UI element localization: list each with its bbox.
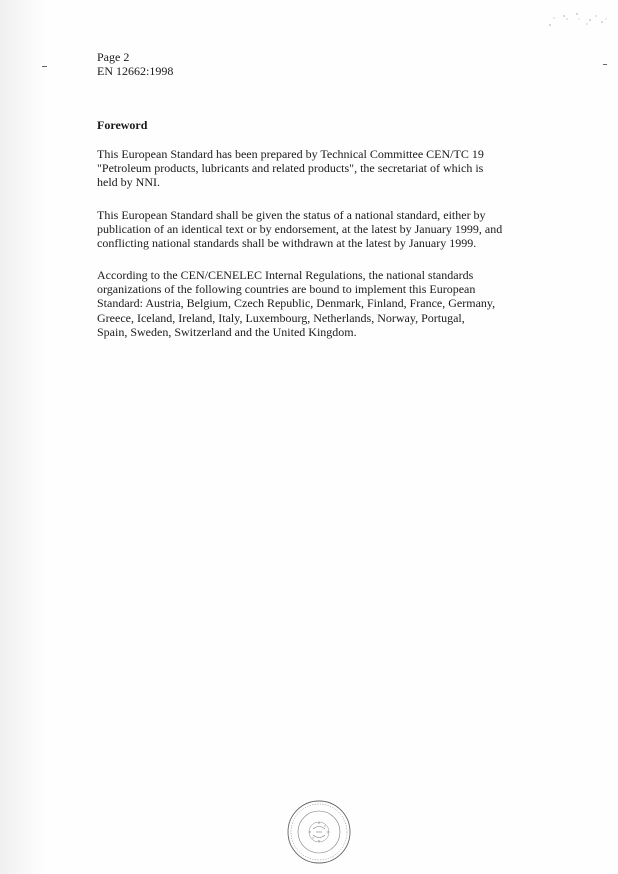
page-header	[97, 50, 173, 78]
text-line: Spain, Sweden, Switzerland and the United Kingdom.	[97, 324, 357, 339]
text-line: This European Standard shall be given the status of a national standard, either by	[97, 208, 486, 222]
foreword-paragraph-2	[97, 208, 547, 251]
text-line: According to the CEN/CENELEC Internal Regulations, the national standards	[97, 268, 474, 282]
text-line: "Petroleum products, lubricants and related products", the secretariat of which is	[97, 161, 484, 176]
text-line: This European Standard has been prepared by Technical Committee CEN/TC 19	[97, 147, 484, 161]
foreword-paragraph-1	[97, 147, 547, 190]
margin-mark	[603, 64, 607, 65]
official-seal-icon	[286, 799, 352, 865]
text-line: conflicting national standards shall be withdrawn at the latest by January 1999.	[97, 236, 477, 251]
text-line: held by NNI.	[97, 175, 160, 190]
text-line: publication of an identical text or by endorsement, at the latest by January 1999, and	[97, 222, 503, 237]
text-line: organizations of the following countries are bound to implement this European	[97, 282, 476, 297]
foreword-paragraph-3	[97, 268, 547, 339]
scan-edge-shadow	[0, 0, 46, 874]
section-heading: Foreword	[97, 118, 148, 132]
page-number: Page 2	[97, 50, 130, 64]
scan-specks	[546, 10, 616, 30]
margin-mark	[42, 66, 47, 67]
text-line: Greece, Iceland, Ireland, Italy, Luxembourg, Netherlands, Norway, Portugal,	[97, 310, 465, 325]
standard-number: EN 12662:1998	[97, 64, 174, 78]
text-line: Standard: Austria, Belgium, Czech Republic, Denmark, Finland, France, Germany,	[97, 296, 496, 311]
